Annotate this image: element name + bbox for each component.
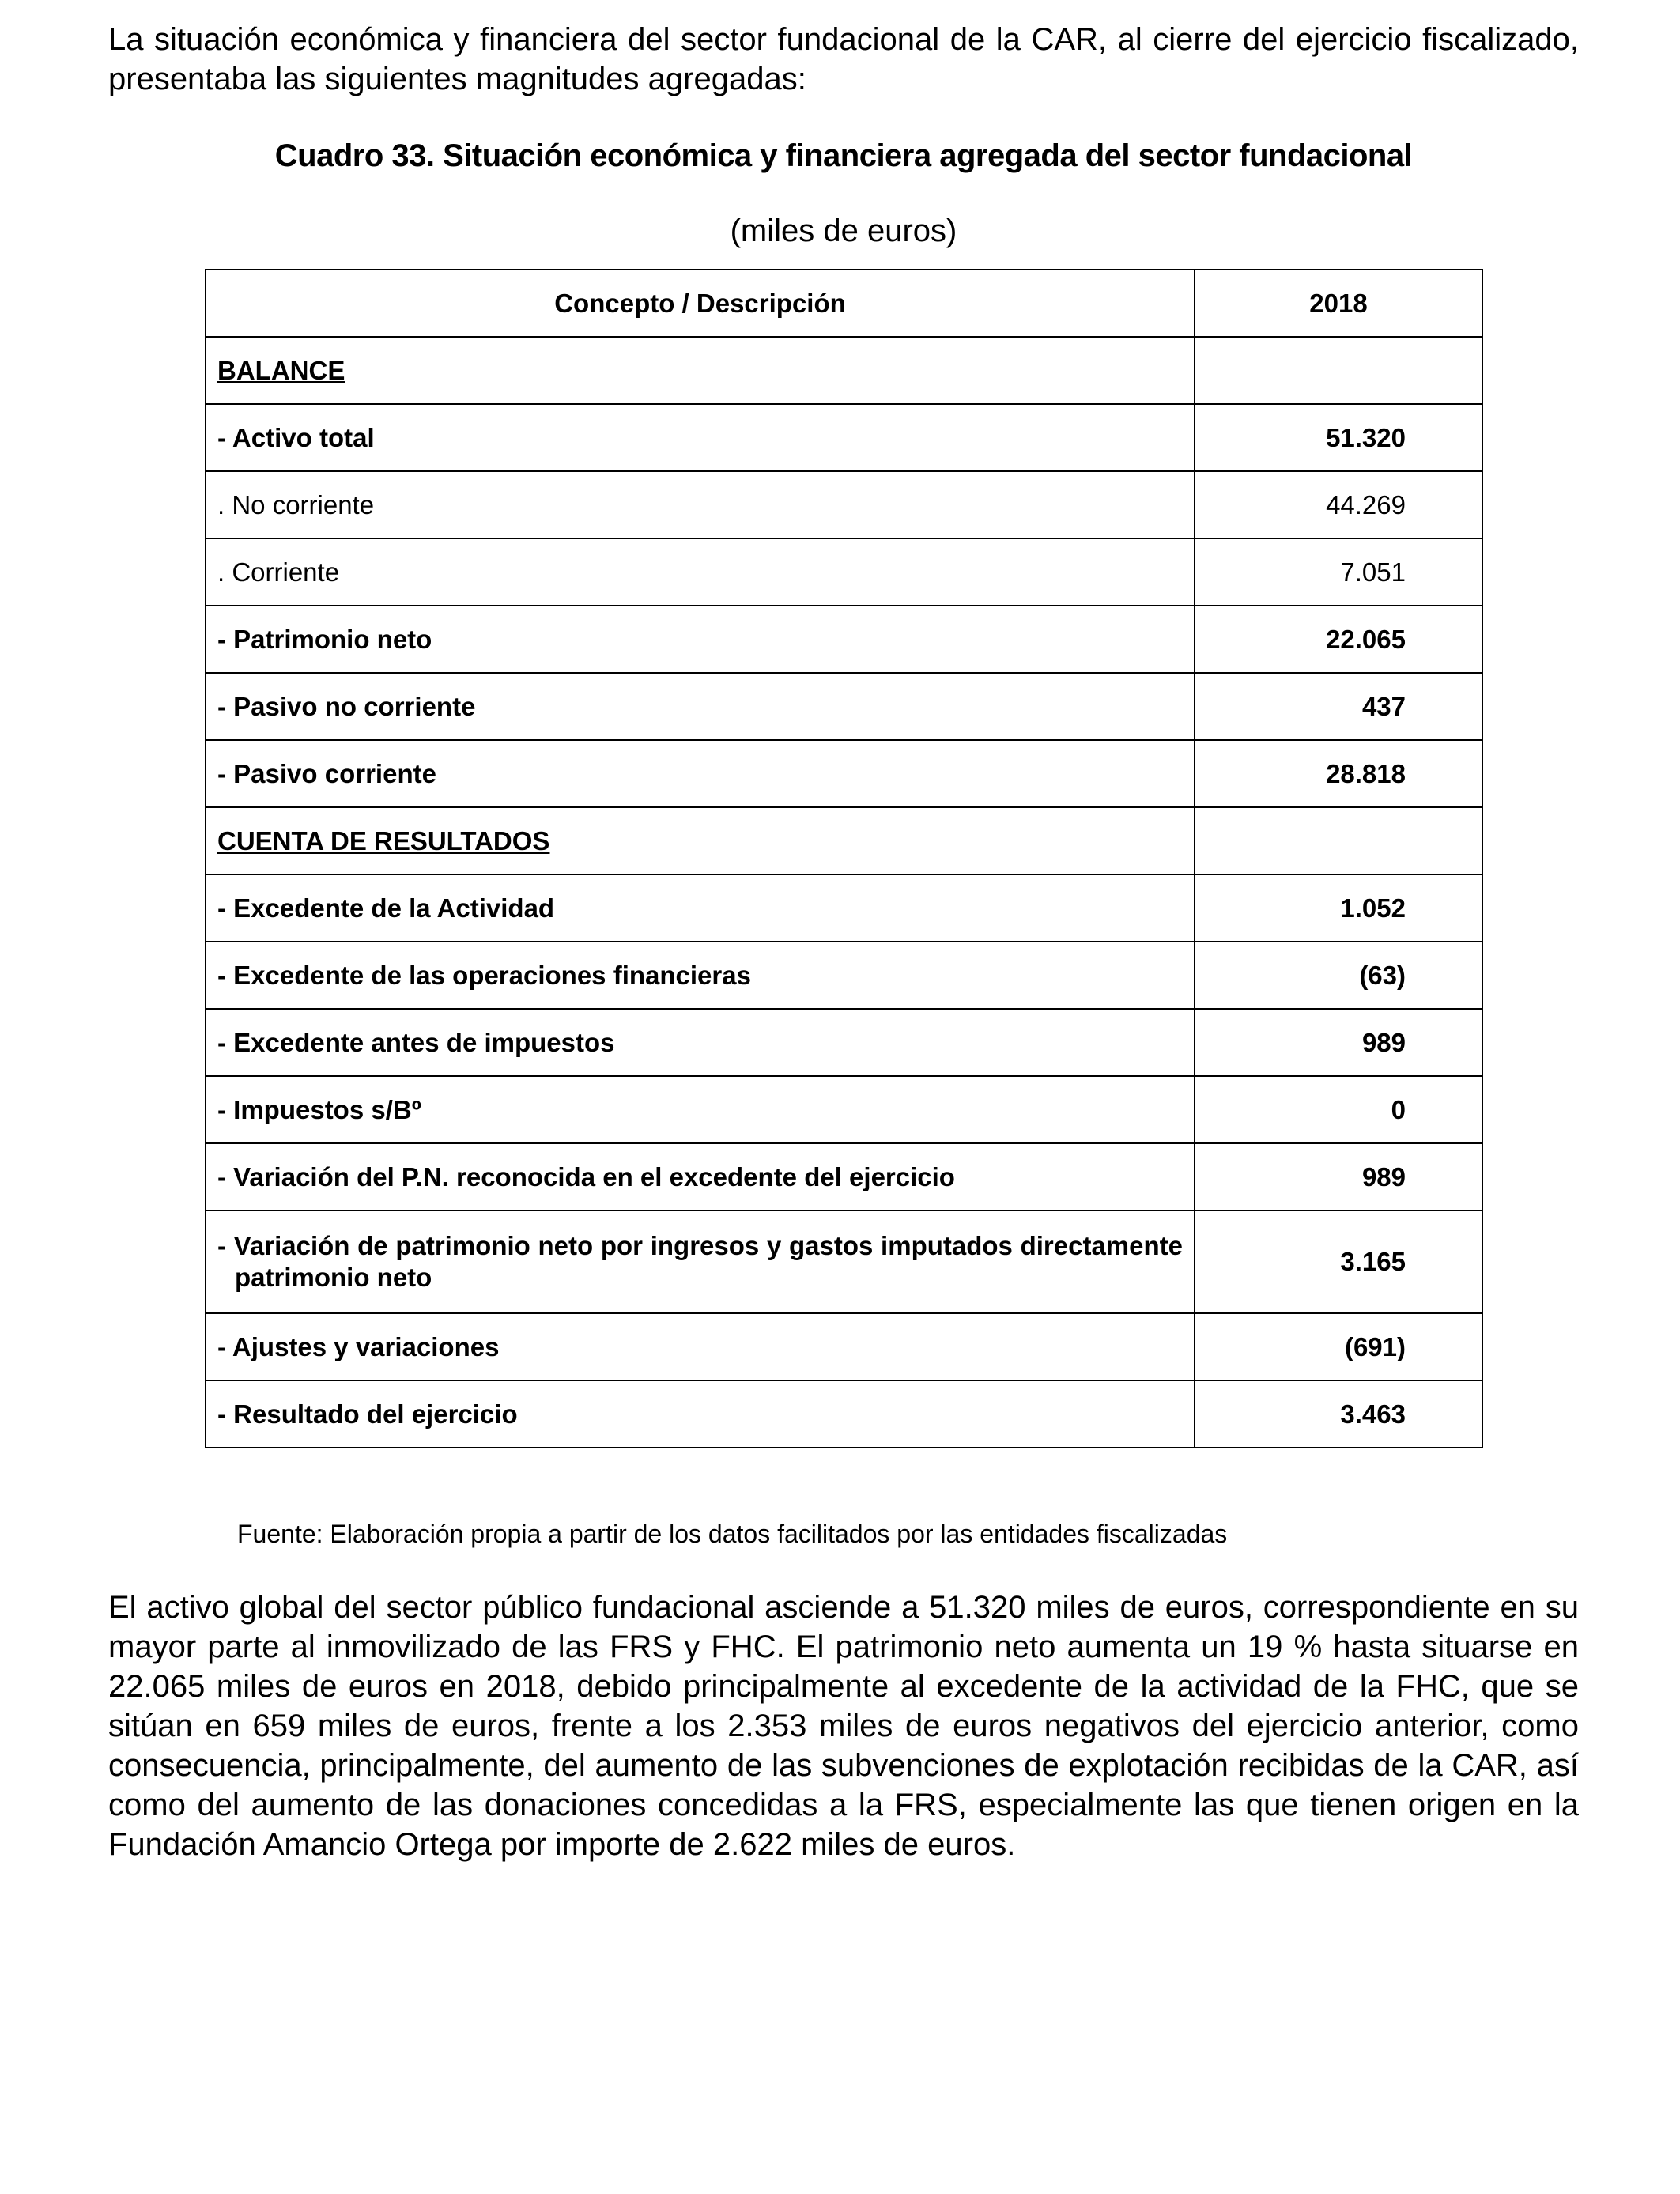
financial-table — [205, 269, 1483, 1448]
intro-paragraph: La situación económica y financiera del sector fundacional de la CAR, al cierre del ejercicio fiscalizado, presentaba las siguientes magnitudes agregadas: — [108, 22, 1579, 96]
table-row-excedente-financieras — [206, 942, 1482, 1009]
table-row-corriente — [206, 538, 1482, 606]
table-header-row — [206, 270, 1482, 337]
row-value: 437 — [1195, 673, 1482, 740]
row-label: - Excedente antes de impuestos — [206, 1009, 1195, 1076]
row-label: - Excedente de la Actividad — [206, 874, 1195, 942]
row-value: 44.269 — [1195, 471, 1482, 538]
table-row-pasivo-no-corriente — [206, 673, 1482, 740]
table-row-variacion-patrimonio-directo — [206, 1210, 1482, 1313]
row-value — [1195, 807, 1482, 874]
row-value: 51.320 — [1195, 404, 1482, 471]
row-label: CUENTA DE RESULTADOS — [206, 807, 1195, 874]
row-label: - Variación del P.N. reconocida en el excedente del ejercicio — [206, 1143, 1195, 1210]
row-value: 7.051 — [1195, 538, 1482, 606]
table-row-impuestos — [206, 1076, 1482, 1143]
row-value: 0 — [1195, 1076, 1482, 1143]
row-value: (63) — [1195, 942, 1482, 1009]
row-label: - Patrimonio neto — [206, 606, 1195, 673]
header-concept: Concepto / Descripción — [206, 270, 1195, 337]
table-row-excedente-antes-impuestos — [206, 1009, 1482, 1076]
table-row-ajustes — [206, 1313, 1482, 1380]
table-row-no-corriente — [206, 471, 1482, 538]
row-value — [1195, 337, 1482, 404]
row-label: - Ajustes y variaciones — [206, 1313, 1195, 1380]
row-value: 1.052 — [1195, 874, 1482, 942]
row-value: 22.065 — [1195, 606, 1482, 673]
row-label: . No corriente — [206, 471, 1195, 538]
table-row-excedente-actividad — [206, 874, 1482, 942]
row-label: - Impuestos s/Bº — [206, 1076, 1195, 1143]
row-label: - Resultado del ejercicio — [206, 1380, 1195, 1448]
table-row-patrimonio-neto — [206, 606, 1482, 673]
row-value: (691) — [1195, 1313, 1482, 1380]
row-value: 28.818 — [1195, 740, 1482, 807]
row-label: - Excedente de las operaciones financieras — [206, 942, 1195, 1009]
table-row-cuenta-resultados — [206, 807, 1482, 874]
table-row-variacion-pn — [206, 1143, 1482, 1210]
row-label: . Corriente — [206, 538, 1195, 606]
body-paragraph: El activo global del sector público fundacional asciende a 51.320 miles de euros, correspondiente en su mayor parte al inmovilizado de las FRS y FHC. El patrimonio neto aumenta un 19 % hasta situarse en 22.065 miles de euros en 2018, debido principalmente al excedente de la actividad de la FHC, que se sitúan en 659 miles de euros, frente a los 2.353 miles de euros negativos del ejercicio anterior, como consecuencia, principalmente, del aumento de las subvenciones de explotación recibidas de la CAR, así como del aumento de las donaciones concedidas a la FRS, especialmente las que tienen origen en la Fundación Amancio Ortega por importe de 2.622 miles de euros. — [108, 1590, 1579, 1862]
row-label-text: - Variación de patrimonio neto por ingresos y gastos imputados directamente patrimonio neto — [217, 1231, 1183, 1292]
row-value: 989 — [1195, 1009, 1482, 1076]
table-row-balance — [206, 337, 1482, 404]
header-year: 2018 — [1195, 270, 1482, 337]
row-value: 989 — [1195, 1143, 1482, 1210]
row-value: 3.165 — [1195, 1210, 1482, 1313]
row-label: - Activo total — [206, 404, 1195, 471]
table-row-activo-total — [206, 404, 1482, 471]
table-title: Cuadro 33. Situación económica y financiera agregada del sector fundacional — [274, 138, 1413, 173]
table-row-pasivo-corriente — [206, 740, 1482, 807]
row-label: BALANCE — [206, 337, 1195, 404]
row-value: 3.463 — [1195, 1380, 1482, 1448]
row-label — [206, 1210, 1195, 1313]
table-row-resultado — [206, 1380, 1482, 1448]
row-label: - Pasivo no corriente — [206, 673, 1195, 740]
table-source-note: Fuente: Elaboración propia a partir de los datos facilitados por las entidades fiscalizadas — [237, 1520, 1228, 1548]
row-label: - Pasivo corriente — [206, 740, 1195, 807]
table-unit: (miles de euros) — [730, 213, 957, 248]
